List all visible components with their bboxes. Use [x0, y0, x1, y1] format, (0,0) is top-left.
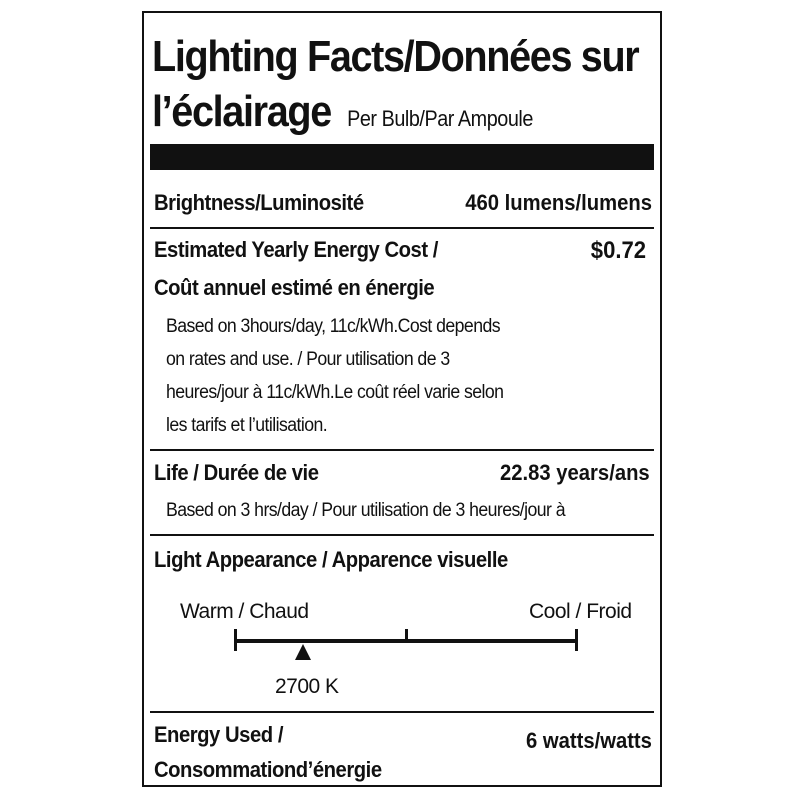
- per-bulb-note: Per Bulb/Par Ampoule: [347, 106, 533, 131]
- divider-2: [150, 449, 654, 451]
- energy-cost-label-en: Estimated Yearly Energy Cost /: [154, 237, 438, 262]
- energy-used-label-en: Energy Used /: [154, 722, 284, 747]
- brightness-label: Brightness/Luminosité: [154, 190, 364, 215]
- life-label: Life / Durée de vie: [154, 460, 319, 485]
- energy-used-label-fr: Consommationd’énergie: [154, 757, 382, 782]
- scale-tick-right: [575, 629, 578, 651]
- brightness-value: 460 lumens/lumens: [465, 190, 652, 215]
- title-divider-bar: [150, 144, 654, 170]
- scale-tick-left: [234, 629, 237, 651]
- energy-used-value: 6 watts/watts: [526, 728, 652, 753]
- divider-3: [150, 534, 654, 536]
- divider-4: [150, 711, 654, 713]
- energy-cost-value: $0.72: [590, 237, 646, 264]
- energy-cost-note-line: Based on 3hours/day, 11c/kWh.Cost depends: [166, 316, 501, 337]
- title-line-1: Lighting Facts/Données sur: [152, 32, 639, 81]
- energy-cost-label-fr: Coût annuel estimé en énergie: [154, 275, 435, 300]
- title-line-2: [152, 84, 602, 146]
- energy-cost-note: [166, 310, 503, 442]
- label-title: [152, 29, 639, 146]
- cool-label: Cool / Froid: [529, 600, 632, 623]
- color-temperature-pointer-icon: [295, 644, 311, 660]
- color-temperature-value: 2700 K: [275, 675, 339, 698]
- life-value: 22.83 years/ans: [500, 460, 650, 485]
- energy-cost-note-line: heures/jour à 11c/kWh.Le coût réel varie selon: [166, 382, 504, 403]
- warm-label: Warm / Chaud: [180, 600, 309, 623]
- energy-cost-note-line: les tarifs et l’utilisation.: [166, 415, 328, 436]
- energy-cost-note-line: on rates and use. / Pour utilisation de 3: [166, 349, 450, 370]
- life-note: Based on 3 hrs/day / Pour utilisation de 3 heures/jour à: [166, 500, 565, 521]
- divider-1: [150, 227, 654, 229]
- title-line-2-text: l’éclairage: [152, 87, 331, 136]
- lighting-facts-label: [142, 11, 662, 787]
- light-appearance-label: Light Appearance / Apparence visuelle: [154, 547, 508, 572]
- scale-tick-middle: [405, 629, 408, 643]
